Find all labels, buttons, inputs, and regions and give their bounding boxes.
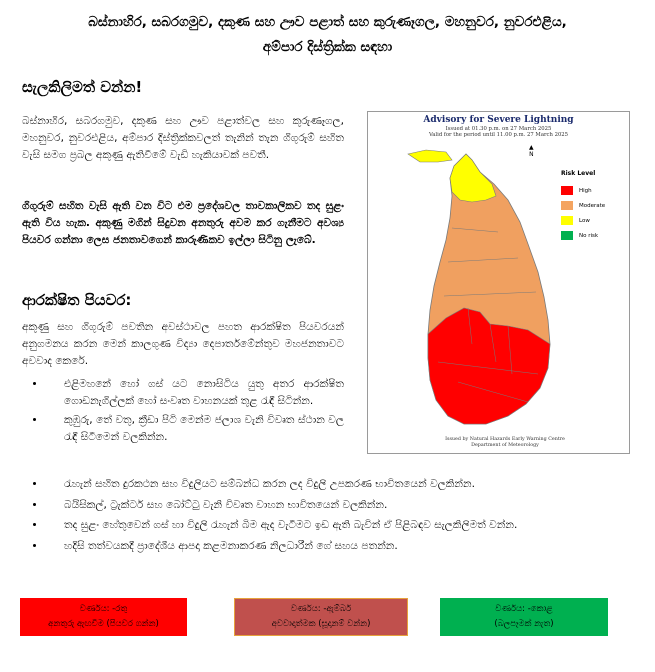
safety-bullet: • රැහැන් සහිත දුරකථන සහ විදුලියට සම්බන්ධ කරන ලද විදුලි උපකරණ භාවිතයෙන් වලකින්න. (46, 474, 646, 495)
map-legend (561, 170, 626, 243)
safety-bullet: • එළිමහනේ හෝ ගස් යට නොසිටිය යුතු අතර ආරක්ෂිත ගොඩනැගිල්ලක් හෝ සංවෘත වාහනයක් තුළ රැඳී සිටින්න. (46, 376, 344, 410)
advisory-paragraph: බස්නාහිර, සබරගමුව, දකුණ සහ ඌව පළාත්වල සහ කුරුණෑගල, මහනුවර, නුවරඑළිය, අම්පාර දිස්ත්‍රික්කවලත් තැනින් තැන ගිගුරුම් සහිත වැසි සමග ප්‍රබල අකුණු ඇතිවීමේ වැඩි හැකියාවක් පවතී. (22, 115, 344, 161)
legend-label: High (579, 187, 592, 194)
alert-color-label: වර්ණය: -කොළ (495, 604, 553, 614)
legend-item-low (561, 213, 626, 228)
be-careful-heading: සැලකිලිමත් වන්න! (22, 78, 143, 96)
alert-meaning: (බලපෑමක් නැත) (494, 619, 554, 629)
alert-level-green (440, 598, 608, 636)
alert-level-red (20, 598, 187, 636)
legend-item-high (561, 183, 626, 198)
title-line-1: බස්නාහිර, සබරගමුව, දකුණ සහ ඌව පළාත් සහ කුරුණෑගල, මහනුවර, නුවරඑළිය, (88, 14, 567, 30)
north-arrow-icon: ▲ N (529, 144, 534, 158)
safety-bullet: • කුඹුරු, තේ වතු, ක්‍රීඩා පිටි මෙන්ම ජලාශ වැනි විවෘත ස්ථාන වල රැඳී සිටීමෙන් වලකින්න. (46, 412, 344, 446)
safety-measures-heading: ආරක්ෂිත පියවර: (22, 291, 132, 309)
alert-meaning: අනතුරු ඇඟවීම (පියවර ගන්න) (48, 619, 159, 629)
alert-level-amber (234, 598, 408, 636)
title-line-2: අම්පාර දිස්ත්‍රික්ක සඳහා (262, 39, 393, 55)
legend-label: No risk (579, 232, 599, 239)
safety-bullet: • හදිසි තත්වයකදී ප්‍රාදේශීය ආපදා කළමනාකරණ නිලධාරීන් ගේ සහය පතන්න. (46, 536, 646, 557)
legend-item-moderate (561, 198, 626, 213)
lightning-advisory-map (367, 111, 630, 454)
safety-intro-paragraph: අකුණු සහ ගිගුරුම් පවතින අවස්ථාවල පහත ආරක්ෂිත පියවරයන් අනුගමනය කරන මෙන් කාලගුණ විද්‍යා දෙපාර්තමේන්තුව මහජනතාවට අවවාද කෙරේ. (22, 321, 344, 367)
legend-swatch (561, 231, 573, 240)
page-title (10, 10, 645, 60)
wind-warning-paragraph: ගිගුරුම් සහිත වැසි ඇති වන විට එම ප්‍රදේශවල තාවකාලිකව තද සුළං ඇති විය හැක. අකුණු මගින් සිදුවන අනතුරු අවම කර ගැනීමට අවශ්‍ය පියවර ගන්නා ලෙස ජනතාවගෙන් කාරුණිකව ඉල්ලා සිටිනු ලැබේ. (22, 200, 344, 246)
legend-label: Low (579, 217, 590, 224)
safety-list-wide (46, 474, 646, 556)
map-department: Department of Meteorology (471, 443, 539, 448)
legend-swatch (561, 201, 573, 210)
alert-meaning: අවවාදාත්මක (සූදානම් වන්න) (271, 619, 371, 629)
safety-bullet: • බයිසිකල්, ට්‍රැක්ටර් සහ බෝට්ටු වැනි විවෘත වාහන භාවිතයෙන් වලකින්න. (46, 495, 646, 516)
legend-label: Moderate (579, 202, 606, 209)
map-valid-period: Valid for the period until 11.00 p.m. 27 March 2025 (428, 132, 569, 138)
north-label: N (529, 151, 534, 158)
alert-color-label: වර්ණය: -රතු (79, 604, 128, 614)
legend-swatch (561, 186, 573, 195)
safety-list-narrow (46, 376, 344, 448)
alert-color-label: වර්ණය: -ඇම්බර් (290, 604, 352, 614)
safety-bullet: • තද සුළං හේතුවෙන් ගස් හා විදුලි රැහැන් බිම ඇද වැටීමට ඉඩ ඇති බැවින් ඒ පිළිබඳව සැලකිලිමත් වන්න. (46, 515, 646, 536)
map-issued-time: Issued at 01.30 p.m. on 27 March 2025 (445, 126, 552, 132)
sri-lanka-map (368, 112, 631, 455)
legend-title: Risk Level (561, 170, 596, 177)
map-title: Advisory for Severe Lightning (423, 115, 574, 125)
map-credit: Issued by Natural Hazards Early Warning Centre (445, 437, 565, 442)
legend-item-no-risk (561, 228, 626, 243)
legend-swatch (561, 216, 573, 225)
